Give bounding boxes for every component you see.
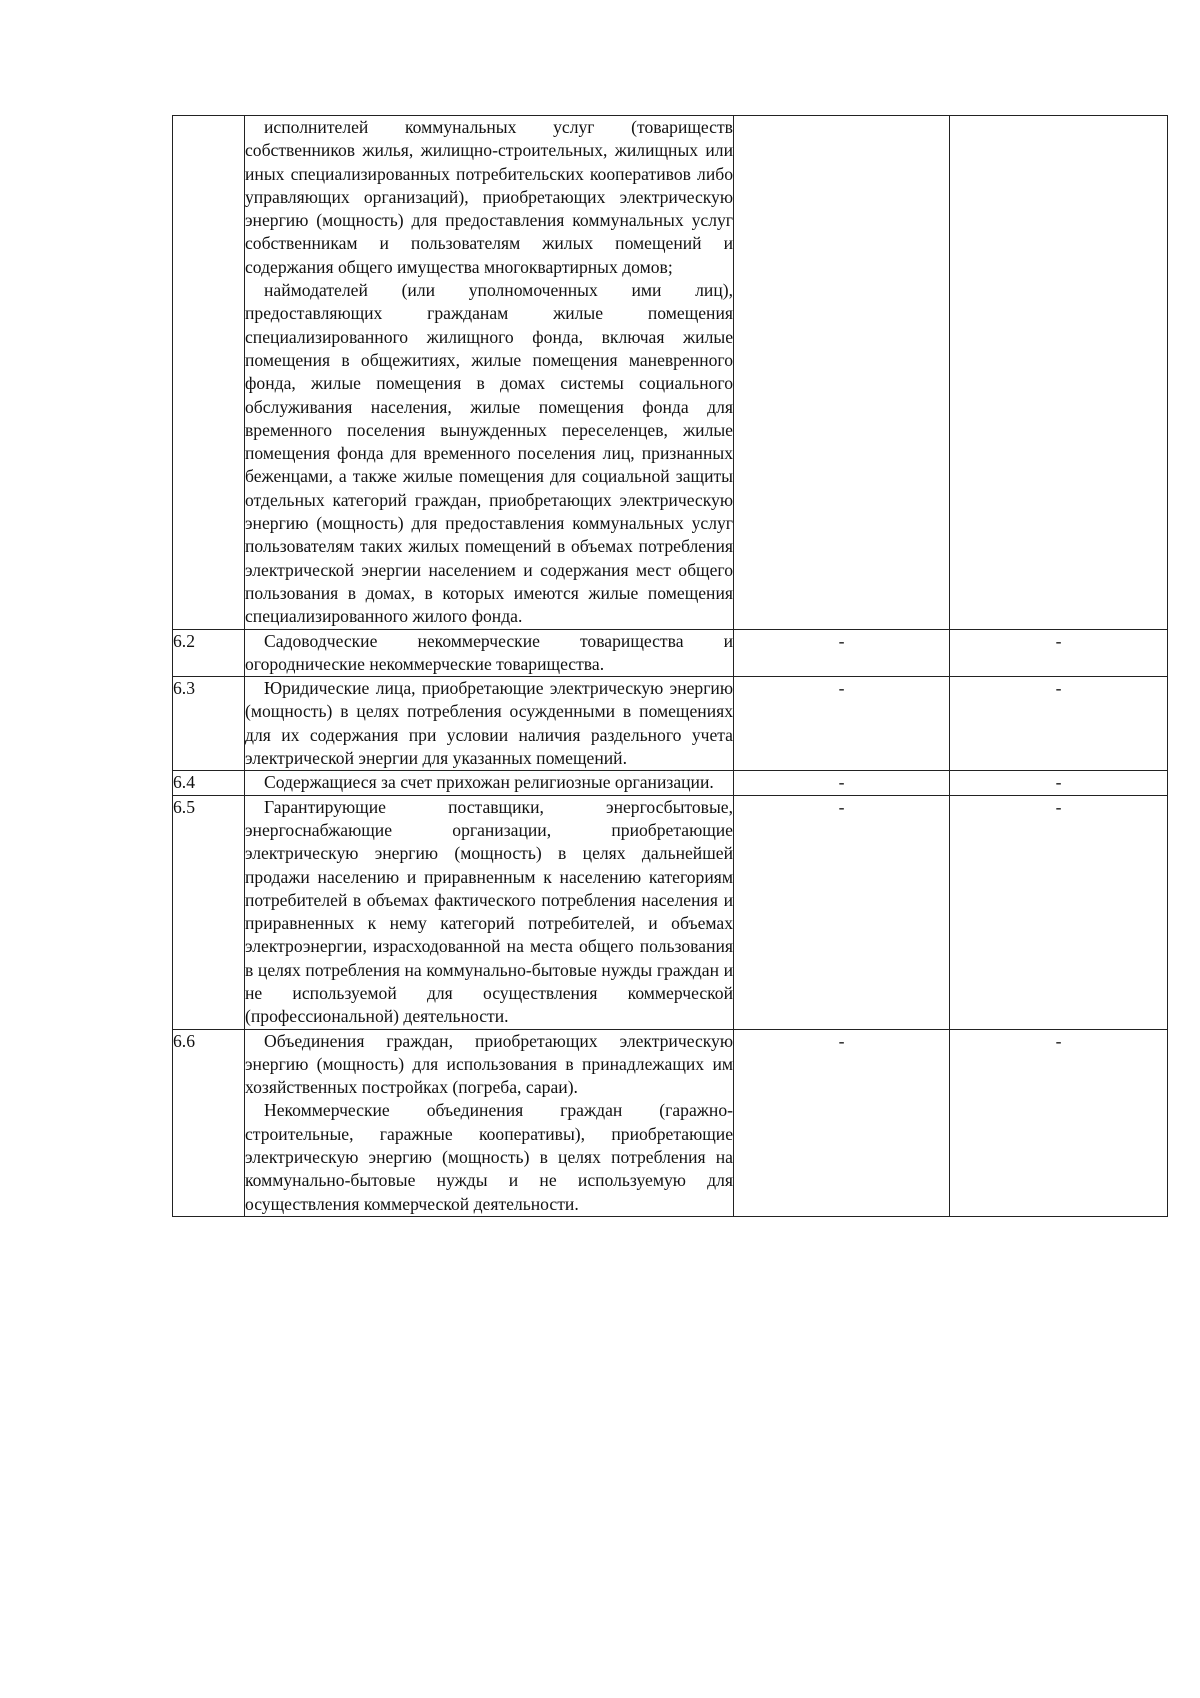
row-value-cell-1: [734, 771, 950, 795]
table-row: [173, 116, 1168, 630]
row-value-cell-2: [950, 795, 1168, 1029]
row-description-cell: [245, 629, 734, 677]
row-value-cell-1: [734, 629, 950, 677]
row-number-cell: [173, 677, 245, 771]
row-description-cell: [245, 771, 734, 795]
table-row: [173, 1029, 1168, 1216]
row-value-cell-1: [734, 677, 950, 771]
row-paragraph: Объединения граждан, приобретающих электрическую энергию (мощность) для использования в принадлежащих им хозяйственных постройках (погреба, сараи).: [245, 1030, 733, 1098]
row-value-2: -: [1055, 1030, 1062, 1051]
row-number: 6.6: [173, 1030, 195, 1051]
row-value-2: -: [1055, 772, 1062, 793]
row-number: 6.4: [173, 772, 195, 793]
row-paragraph: исполнителей коммунальных услуг (товариществ собственников жилья, жилищно-строительных, жилищных или иных специализированных потребительских кооперативов либо управляющих организаций), приобретающих электрическую энергию (мощность) для предоставления коммунальных услуг собственникам и пользователям жилых помещений и содержания общего имущества многоквартирных домов;: [245, 117, 733, 277]
table-row: [173, 771, 1168, 795]
row-paragraph: Садоводческие некоммерческие товарищества и огороднические некоммерческие товарищества.: [245, 630, 733, 674]
row-paragraph: Юридические лица, приобретающие электрическую энергию (мощность) в целях потребления осужденными в помещениях для их содержания при условии наличия раздельного учета электрической энергии для указанных помещений.: [245, 678, 733, 769]
row-number-cell: [173, 795, 245, 1029]
row-description-cell: [245, 795, 734, 1029]
row-description-cell: [245, 1029, 734, 1216]
row-number: 6.2: [173, 630, 195, 651]
table-row: [173, 629, 1168, 677]
row-description-cell: [245, 116, 734, 630]
row-value-1: -: [838, 796, 845, 817]
row-value-1: -: [838, 630, 845, 651]
row-value-1: -: [838, 1030, 845, 1051]
row-description-cell: [245, 677, 734, 771]
tariff-table: [172, 115, 1168, 1217]
table-row: [173, 795, 1168, 1029]
row-value-cell-2: [950, 771, 1168, 795]
row-value-cell-2: [950, 116, 1168, 630]
row-number-cell: [173, 629, 245, 677]
row-paragraph: Гарантирующие поставщики, энергосбытовые, энергоснабжающие организации, приобретающие электрическую энергию (мощность) в целях дальнейшей продажи населению и приравненным к населению категориям потребителей в объемах фактического потребления населения и приравненных к нему категорий потребителей, и объемах электроэнергии, израсходованной на места общего пользования в целях потребления на коммунально-бытовые нужды граждан и не используемой для осуществления коммерческой (профессиональной) деятельности.: [245, 796, 733, 1027]
row-value-cell-2: [950, 677, 1168, 771]
row-number: 6.3: [173, 678, 195, 699]
row-paragraph: Содержащиеся за счет прихожан религиозные организации.: [264, 772, 714, 793]
row-value-cell-1: [734, 116, 950, 630]
row-paragraph: наймодателей (или уполномоченных ими лиц), предоставляющих гражданам жилые помещения специализированного жилищного фонда, включая жилые помещения в общежитиях, жилые помещения маневренного фонда, жилые помещения в домах системы социального обслуживания населения, жилые помещения фонда для временного поселения вынужденных переселенцев, жилые помещения фонда для временного поселения лиц, признанных беженцами, а также жилые помещения для социальной защиты отдельных категорий граждан, приобретающих электрическую энергию (мощность) для предоставления коммунальных услуг пользователям таких жилых помещений в объемах потребления электрической энергии населением и содержания мест общего пользования в домах, в которых имеются жилые помещения специализированного жилого фонда.: [245, 280, 733, 627]
row-paragraph: Некоммерческие объединения граждан (гаражно-строительные, гаражные кооперативы), приобретающие электрическую энергию (мощность) в целях потребления на коммунально-бытовые нужды и не используемую для осуществления коммерческой деятельности.: [245, 1100, 733, 1214]
table-row: [173, 677, 1168, 771]
row-number-cell: [173, 771, 245, 795]
row-value-2: -: [1055, 796, 1062, 817]
row-value-cell-2: [950, 1029, 1168, 1216]
row-value-cell-2: [950, 629, 1168, 677]
row-number-cell: [173, 1029, 245, 1216]
row-number: 6.5: [173, 796, 195, 817]
row-value-1: -: [838, 678, 845, 699]
row-value-2: -: [1055, 678, 1062, 699]
row-number-cell: [173, 116, 245, 630]
row-value-2: -: [1055, 630, 1062, 651]
row-value-cell-1: [734, 1029, 950, 1216]
row-value-1: -: [838, 772, 845, 793]
row-value-cell-1: [734, 795, 950, 1029]
